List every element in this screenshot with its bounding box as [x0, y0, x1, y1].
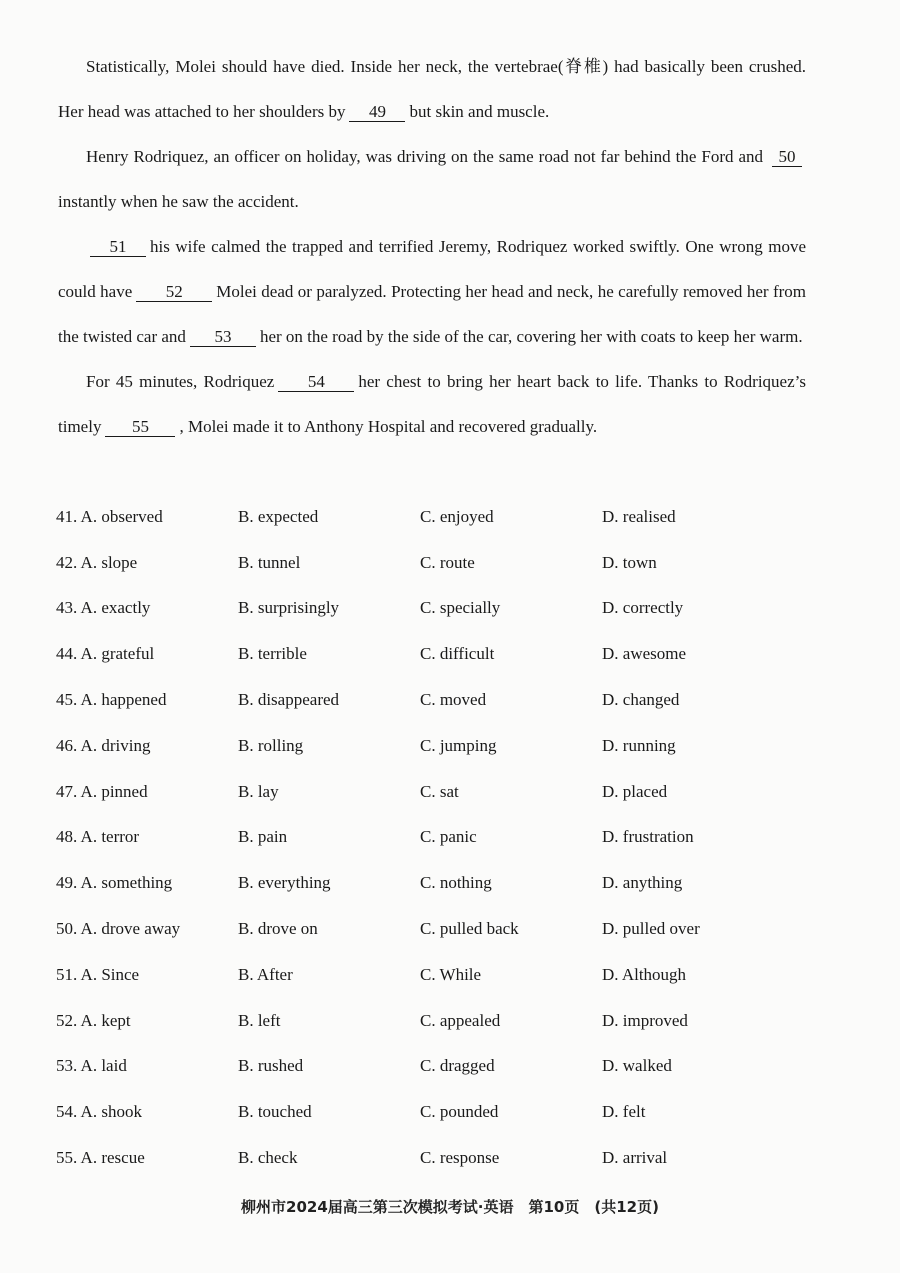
- paragraph-text: Statistically, Molei should have died. Inside her neck, the vertebrae(脊椎) had basically been crushed. Her head was attached to her shoulders by: [58, 57, 806, 121]
- option-c: C. response: [420, 1148, 500, 1168]
- option-c: C. sat: [420, 781, 459, 801]
- option-d: D. frustration: [602, 827, 694, 847]
- page-footer: 柳州市2024届高三第三次模拟考试·英语 第10页 (共12页): [241, 1198, 659, 1216]
- option-c: C. moved: [420, 690, 487, 710]
- option-b: B. lay: [238, 781, 279, 801]
- question-options-41: [56, 494, 776, 540]
- option-d: D. Although: [602, 964, 687, 984]
- option-a: 49. A. something: [56, 873, 173, 893]
- option-c: C. jumping: [420, 735, 497, 755]
- cloze-passage: [58, 44, 806, 449]
- option-b: B. touched: [238, 1102, 312, 1122]
- paragraph-text: her chest to bring her heart back to life. Thanks to Rodriquez’s timely: [58, 372, 806, 436]
- option-d: D. anything: [602, 873, 683, 893]
- paragraph-text: her on the road by the side of the car, covering her with coats to keep her warm.: [259, 327, 803, 346]
- question-options-45: [56, 677, 776, 723]
- option-c: C. While: [420, 964, 482, 984]
- paragraph-text: Henry Rodriquez, an officer on holiday, was driving on the same road not far behind the Ford and: [86, 147, 764, 166]
- option-b: B. pain: [238, 827, 288, 847]
- option-d: D. awesome: [602, 644, 687, 664]
- option-c: C. enjoyed: [420, 506, 494, 526]
- option-b: B. left: [238, 1010, 281, 1030]
- blank-51: 51: [90, 238, 146, 257]
- question-options-44: [56, 631, 776, 677]
- option-d: D. town: [602, 552, 657, 572]
- option-d: D. realised: [602, 506, 676, 526]
- blank-53: 53: [190, 328, 256, 347]
- paragraph-text: , Molei made it to Anthony Hospital and recovered gradually.: [179, 417, 598, 436]
- blank-49: 49: [349, 103, 405, 122]
- option-a: 44. A. grateful: [56, 644, 155, 664]
- option-a: 51. A. Since: [56, 964, 140, 984]
- option-c: C. panic: [420, 827, 477, 847]
- option-a: 41. A. observed: [56, 506, 163, 526]
- paragraph-text: instantly when he saw the accident.: [58, 192, 299, 211]
- question-options-48: [56, 815, 776, 861]
- option-b: B. terrible: [238, 644, 307, 664]
- paragraph-4: [58, 359, 806, 449]
- paragraph-text: For 45 minutes, Rodriquez: [86, 372, 275, 391]
- option-a: 48. A. terror: [56, 827, 140, 847]
- option-b: B. disappeared: [238, 690, 340, 710]
- option-c: C. difficult: [420, 644, 495, 664]
- answer-options: [56, 494, 776, 1181]
- question-options-55: [56, 1135, 776, 1181]
- option-c: C. appealed: [420, 1010, 501, 1030]
- question-options-53: [56, 1044, 776, 1090]
- question-options-50: [56, 906, 776, 952]
- option-a: 54. A. shook: [56, 1102, 142, 1122]
- question-options-42: [56, 540, 776, 586]
- paragraph-text: his wife calmed the trapped and terrified Jeremy, Rodriquez worked swiftly. One wrong move could have: [58, 237, 806, 301]
- paragraph-text: Molei dead or paralyzed. Protecting her head and neck, he carefully removed her from the twisted car and: [58, 282, 807, 346]
- option-a: 55. A. rescue: [56, 1148, 145, 1168]
- blank-50: 50: [772, 148, 802, 167]
- paragraph-3: [58, 224, 806, 359]
- option-a: 45. A. happened: [56, 690, 167, 710]
- option-d: D. pulled over: [602, 919, 700, 939]
- option-b: B. surprisingly: [238, 598, 340, 618]
- option-d: D. walked: [602, 1056, 672, 1076]
- option-b: B. rolling: [238, 735, 304, 755]
- paragraph-2: [58, 134, 806, 224]
- option-c: C. dragged: [420, 1056, 495, 1076]
- option-d: D. correctly: [602, 598, 684, 618]
- option-c: C. pulled back: [420, 919, 519, 939]
- option-d: D. arrival: [602, 1148, 668, 1168]
- option-a: 50. A. drove away: [56, 919, 181, 939]
- question-options-46: [56, 723, 776, 769]
- option-b: B. drove on: [238, 919, 318, 939]
- option-b: B. After: [238, 964, 293, 984]
- option-b: B. tunnel: [238, 552, 301, 572]
- option-a: 53. A. laid: [56, 1056, 127, 1076]
- option-b: B. check: [238, 1148, 298, 1168]
- option-a: 52. A. kept: [56, 1010, 131, 1030]
- option-a: 46. A. driving: [56, 735, 151, 755]
- option-c: C. pounded: [420, 1102, 499, 1122]
- option-b: B. rushed: [238, 1056, 304, 1076]
- question-options-49: [56, 860, 776, 906]
- blank-54: 54: [278, 373, 354, 392]
- option-d: D. felt: [602, 1102, 646, 1122]
- option-c: C. route: [420, 552, 475, 572]
- option-a: 43. A. exactly: [56, 598, 151, 618]
- option-d: D. changed: [602, 690, 680, 710]
- option-b: B. expected: [238, 506, 319, 526]
- option-d: D. running: [602, 735, 676, 755]
- question-options-51: [56, 952, 776, 998]
- question-options-47: [56, 769, 776, 815]
- paragraph-1: [58, 44, 806, 134]
- question-options-54: [56, 1089, 776, 1135]
- question-options-52: [56, 998, 776, 1044]
- option-d: D. placed: [602, 781, 668, 801]
- option-c: C. specially: [420, 598, 501, 618]
- question-options-43: [56, 586, 776, 632]
- blank-55: 55: [105, 418, 175, 437]
- blank-52: 52: [136, 283, 212, 302]
- option-d: D. improved: [602, 1010, 688, 1030]
- option-a: 47. A. pinned: [56, 781, 148, 801]
- option-a: 42. A. slope: [56, 552, 138, 572]
- paragraph-text: but skin and muscle.: [409, 102, 550, 121]
- option-c: C. nothing: [420, 873, 492, 893]
- option-b: B. everything: [238, 873, 331, 893]
